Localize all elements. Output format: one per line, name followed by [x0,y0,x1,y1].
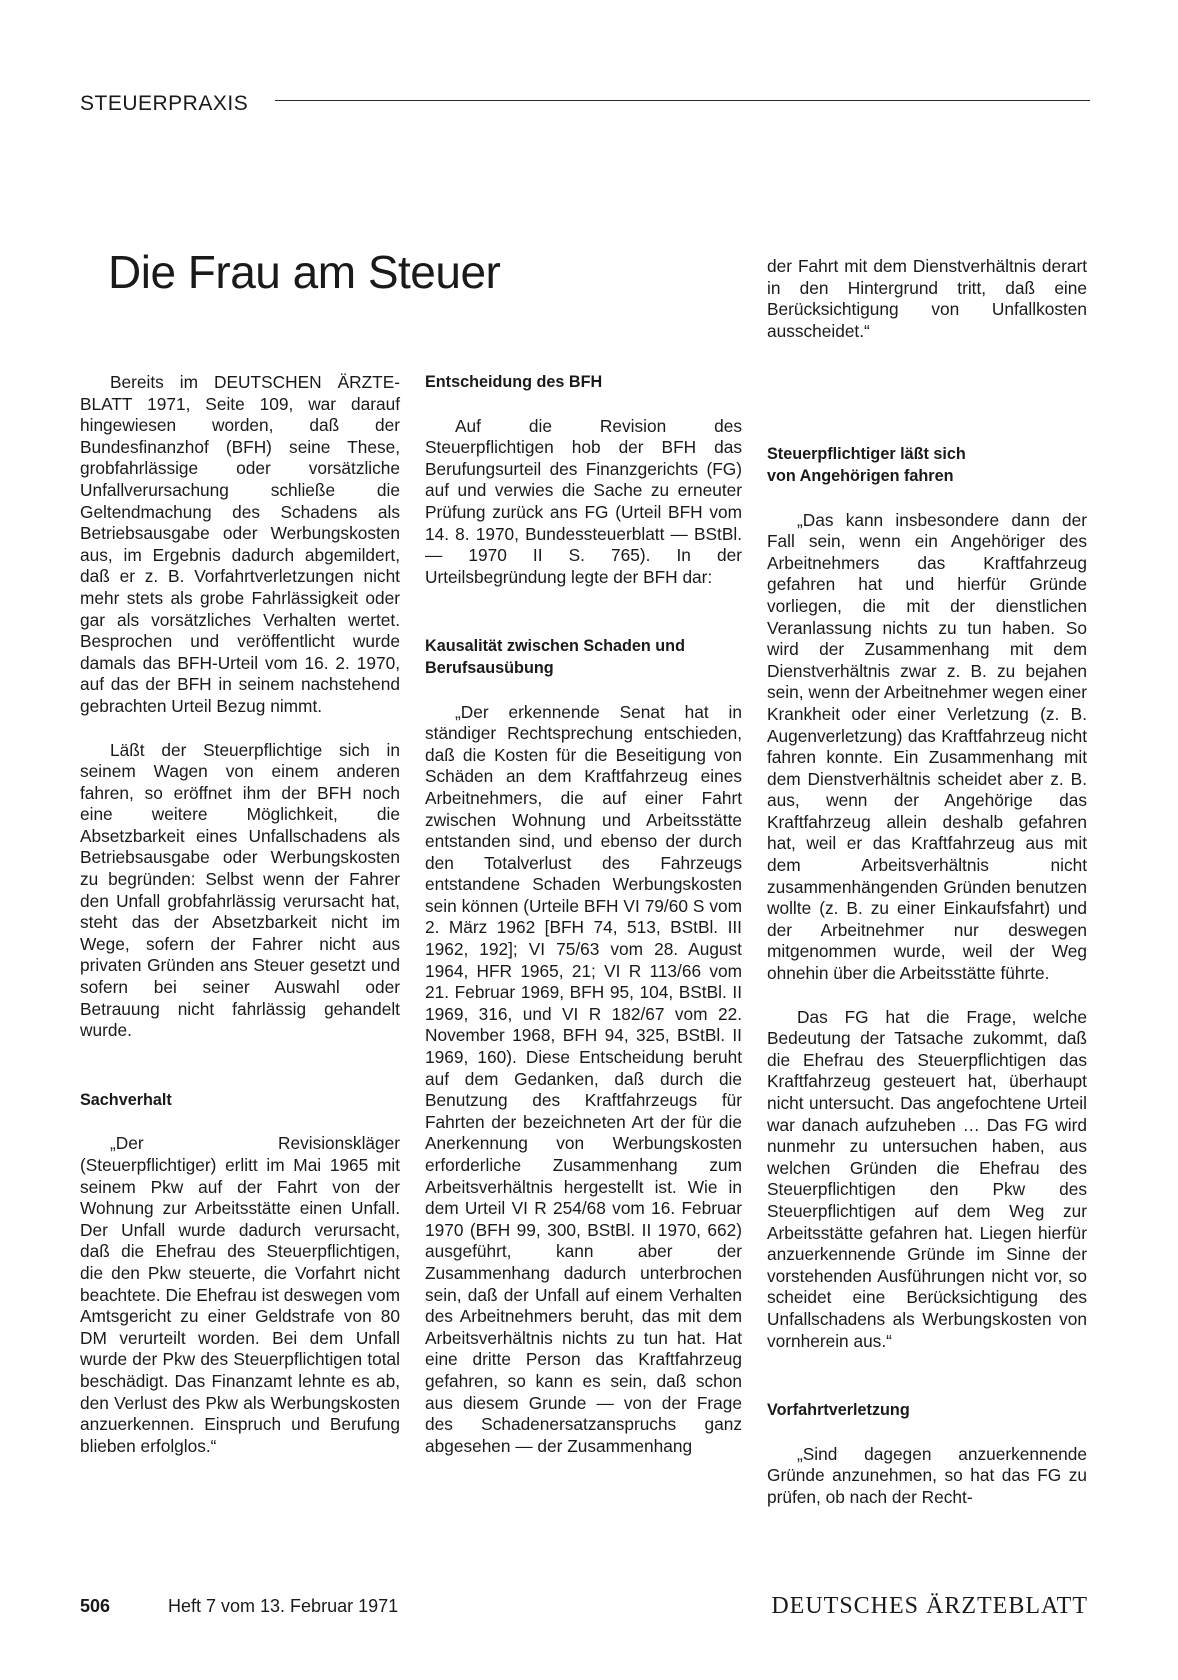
paragraph-fg-frage: Das FG hat die Frage, welche Bedeutung der Tatsache zukommt, daß die Ehefrau des Steuerpflichtigen das Kraftfahrzeug gesteuert hat, überhaupt nicht untersucht. Das angefochtene Urteil war danach aufzuheben … Das FG wird nunmehr zu untersuchen haben, aus welchen Gründen die Ehefrau des Steuerpflichtigen den Pkw des Steuerpflichtigen auf dem Weg zur Arbeitsstätte gefahren hat. Liegen hierfür anzuerkennende Gründe im Sinne der vorstehenden Ausführungen nicht vor, so scheidet eine Berücksichtigung des Unfallschadens als Werbungskosten von vornherein aus.“ [767,1006,1087,1351]
paragraph-intro: Bereits im DEUTSCHEN ÄRZTE-BLATT 1971, Seite 109, war darauf hingewiesen worden, daß der Bundesfinanzhof (BFH) seine These, grobfahrlässige oder vorsätzliche Unfallverursachung schließe die Geltendmachung des Schadens als Betriebsausgabe oder Werbungskosten aus, im Ergebnis dadurch abgemildert, daß er z. B. Vorfahrtverletzungen nicht mehr stets als grobe Fahrlässigkeit oder gar als vorsätzliches Verhalten wertet. Besprochen und veröffentlicht wurde damals das BFH-Urteil vom 16. 2. 1970, auf das der BFH in seinem nachstehend gebrachten Urteil Bezug nimmt. [80,372,400,716]
paragraph-angehoerige: „Das kann insbesondere dann der Fall sein, wenn ein Angehöriger des Arbeitnehmers das Kraftfahrzeug gefahren hat und hierfür Gründe vorliegen, die mit der dienstlichen Veranlassung nichts zu tun haben. So wird der Zusammenhang mit dem Dienstverhältnis zwar z. B. zu bejahen sein, wenn der Arbeitnehmer wegen einer Krankheit oder einer Verletzung (z. B. Augenverletzung) das Kraftfahrzeug nicht fahren konnte. Ein Zusammenhang mit dem Dienstverhältnis scheidet aber z. B. aus, wenn der Angehörige das Kraftfahrzeug allein deshalb gefahren hat, weil er das Kraftfahrzeug aus mit dem Arbeitsverhältnis nicht zusammenhängenden Gründen benutzen wollte (z. B. zu einer Einkaufsfahrt) und der Arbeitnehmer nur deswegen mitgenommen wurde, weil der Weg ohnehin über die Arbeitsstätte führte. [767,509,1087,984]
heading-kausalitaet: Kausalität zwischen Schaden und Berufsausübung [425,637,685,677]
section-label: STEUERPRAXIS [80,92,249,115]
column-1 [80,372,400,1457]
paragraph-vorfahrt: „Sind dagegen anzuerkennende Gründe anzunehmen, so hat das FG zu prüfen, ob nach der Recht- [767,1443,1087,1507]
paragraph-kausalitaet: „Der erkennende Senat hat in ständiger Rechtsprechung entschieden, daß die Kosten für die Beseitigung von Schäden an dem Kraftfahrzeug eines Arbeitnehmers, die auf einer Fahrt zwischen Wohnung und Arbeitsstätte entstanden sind, und ebenso der durch den Totalverlust des Fahrzeugs entstandene Schaden Werbungskosten sein können (Urteile BFH VI 79/60 S vom 2. März 1962 [BFH 74, 513, BStBl. III 1962, 192]; VI 75/63 vom 28. August 1964, HFR 1965, 21; VI R 113/66 vom 21. Februar 1969, BFH 95, 104, BStBl. II 1969, 316, und VI R 182/67 vom 22. November 1968, BFH 94, 325, BStBl. II 1969, 160). Diese Entscheidung beruht auf dem Gedanken, daß durch die Benutzung des Kraftfahrzeugs für Fahrten der bezeichneten Art der für die Anerkennung von Werbungskosten erforderliche Zusammenhang zum Arbeitsverhältnis hergestellt ist. Wie in dem Urteil VI R 254/68 vom 16. Februar 1970 (BFH 99, 300, BStBl. II 1970, 662) ausgeführt, kann aber der Zusammenhang dadurch unterbrochen sein, daß der Unfall auf einem Verhalten des Arbeitnehmers beruht, das mit dem Arbeitsverhältnis nichts zu tun hat. Hat eine dritte Person das Kraftfahrzeug gefahren, so kann es sein, daß schon aus diesem Grunde — von der Frage des Schadenersatzanspruchs ganz abgesehen — der Zusammenhang [425,701,742,1456]
paragraph-sachverhalt: „Der Revisionskläger (Steuerpflichtiger) erlitt im Mai 1965 mit seinem Pkw auf der Fahrt von der Wohnung zur Arbeitsstätte einen Unfall. Der Unfall wurde dadurch verursacht, daß die Ehefrau des Steuerpflichtigen, die den Pkw steuerte, die Vorfahrt nicht beachtete. Die Ehefrau ist deswegen vom Amtsgericht zu einer Geldstrafe von 80 DM verurteilt worden. Bei dem Unfall wurde der Pkw des Steuerpflichtigen total beschädigt. Das Finanzamt lehnte es ab, den Verlust des Pkw als Werbungskosten anzuerkennen. Einspruch und Berufung blieben erfolglos.“ [80,1133,400,1456]
paragraph-driver: Läßt der Steuerpflichtige sich in seinem Wagen von einem anderen fahren, so eröffnet ihm der BFH noch eine weitere Möglichkeit, die Absetzbarkeit eines Unfallschadens als Betriebsausgabe oder Werbungskosten zu begründen: Selbst wenn der Fahrer den Unfall grobfahrlässig verursacht hat, steht das der Absetzbarkeit nicht im Wege, sofern der Fahrer nicht aus privaten Gründen ans Steuer gesetzt und sofern bei seiner Auswahl oder Betrauung nicht fahrlässig gehandelt wurde. [80,739,400,1041]
heading-entscheidung: Entscheidung des BFH [425,373,603,391]
heading-vorfahrt: Vorfahrtverletzung [767,1401,910,1420]
heading-angehoerige-line1: Steuerpflichtiger läßt sich [767,445,966,464]
paragraph-continued: der Fahrt mit dem Dienstverhältnis derart in den Hintergrund tritt, daß eine Berücksichtigung von Unfallkosten ausscheidet.“ [767,256,1087,341]
section-header [80,92,1090,122]
journal-name: DEUTSCHES ÄRZTEBLATT [771,1593,1088,1619]
heading-angehoerige-line2: von Angehörigen fahren [767,466,954,485]
paragraph-entscheidung: Auf die Revision des Steuerpflichtigen hob der BFH das Berufungsurteil des Finanzgerichts (FG) auf und verwies die Sache zu erneuter Prüfung zurück ans FG (Urteil BFH vom 14. 8. 1970, Bundessteuerblatt — BStBl. — 1970 II S. 765). In der Urteilsbegründung legte der BFH dar: [425,415,742,587]
header-rule [275,100,1090,101]
heading-angehoerige [767,444,1087,487]
page-number: 506 [80,1596,111,1616]
page-footer [80,1593,1090,1626]
column-3 [767,256,1087,1509]
column-2 [425,372,742,1457]
article-title: Die Frau am Steuer [108,246,501,298]
heading-sachverhalt: Sachverhalt [80,1090,172,1109]
issue-info: Heft 7 vom 13. Februar 1971 [168,1596,399,1616]
